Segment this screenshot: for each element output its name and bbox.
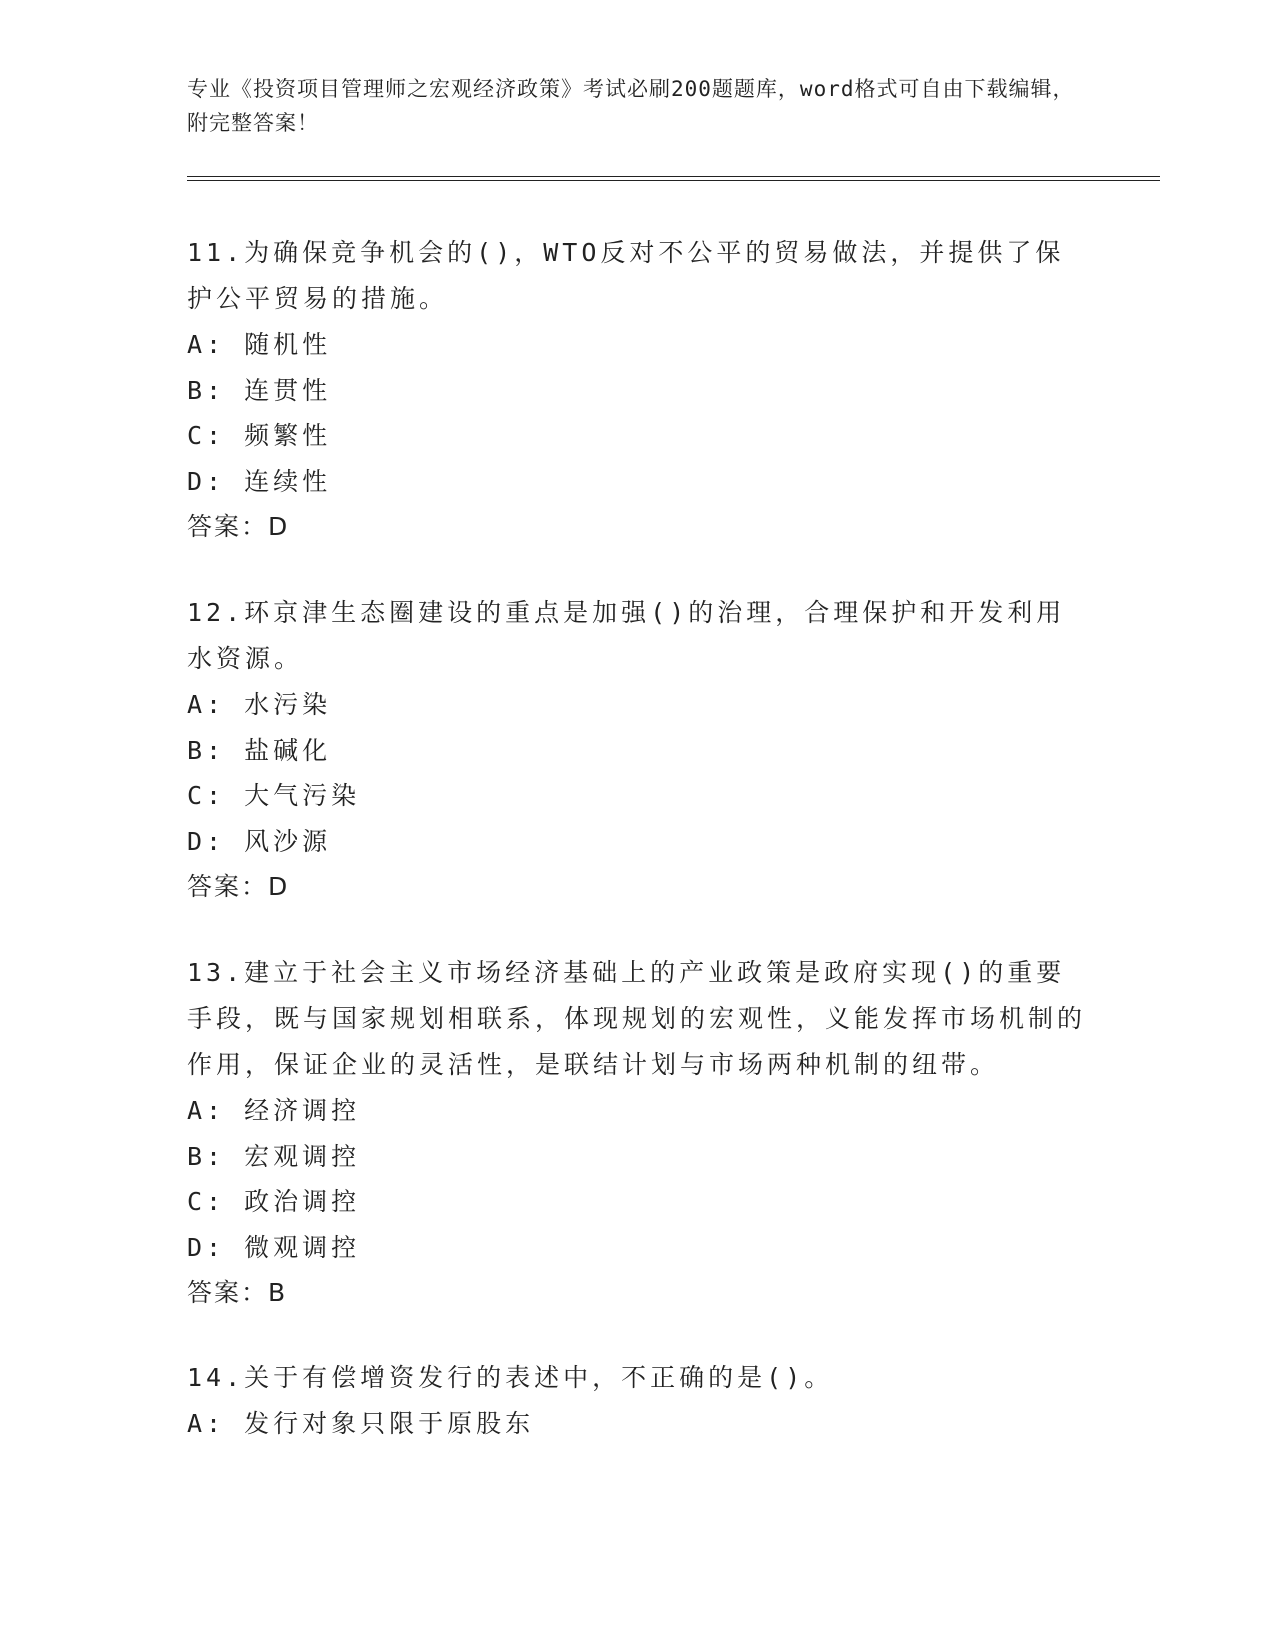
option-a: A: 随机性 [187, 330, 332, 359]
option-d: D: 微观调控 [187, 1232, 361, 1262]
question-13 [187, 950, 1087, 1316]
option-d: D: 风沙源 [187, 826, 332, 856]
option-c: C: 大气污染 [187, 781, 361, 810]
question-stem: 12.环京津生态圈建设的重点是加强()的治理，合理保护和开发利用水资源。 [187, 598, 1066, 673]
document-header: 专业《投资项目管理师之宏观经济政策》考试必刷200题题库，word格式可自由下载编辑，附完整答案！ [187, 77, 1075, 135]
header-divider-bottom [187, 180, 1160, 181]
option-b: B: 盐碱化 [187, 735, 332, 765]
option-b: B: 连贯性 [187, 375, 332, 405]
option-b: B: 宏观调控 [187, 1141, 361, 1171]
option-a: A: 发行对象只限于原股东 [187, 1409, 535, 1438]
option-a: A: 经济调控 [187, 1096, 361, 1125]
option-c: C: 频繁性 [187, 421, 332, 450]
question-stem: 14.关于有偿增资发行的表述中，不正确的是()。 [187, 1363, 834, 1392]
answer: 答案：B [187, 1278, 288, 1307]
question-14 [187, 1355, 1087, 1447]
option-a: A: 水污染 [187, 690, 332, 719]
header-divider-top [187, 176, 1160, 177]
answer: 答案：D [187, 872, 290, 901]
question-11 [187, 230, 1087, 550]
question-stem: 13.建立于社会主义市场经济基础上的产业政策是政府实现()的重要手段，既与国家规划相联系，体现规划的宏观性，义能发挥市场机制的作用，保证企业的灵活性，是联结计划与市场两种机制的纽带。 [187, 958, 1087, 1079]
option-d: D: 连续性 [187, 466, 332, 496]
question-12 [187, 590, 1087, 910]
question-stem: 11.为确保竞争机会的()，WTO反对不公平的贸易做法，并提供了保护公平贸易的措施。 [187, 238, 1065, 313]
option-c: C: 政治调控 [187, 1187, 361, 1216]
answer: 答案：D [187, 512, 290, 541]
